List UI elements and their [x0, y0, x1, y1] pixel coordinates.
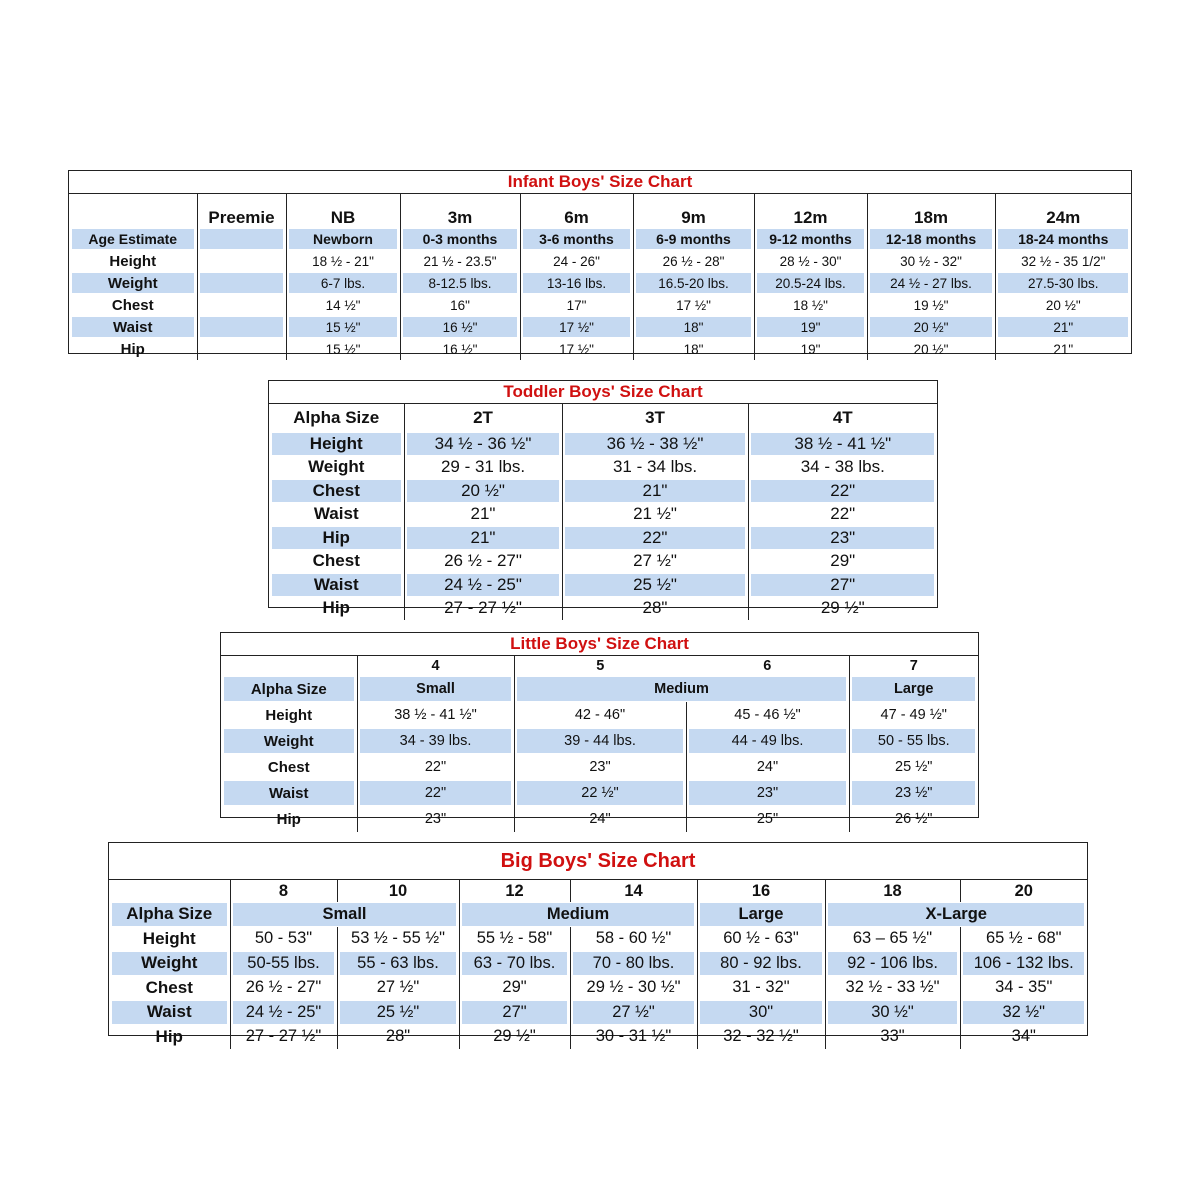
table-row: [109, 1025, 1087, 1050]
table-cell: 21": [404, 526, 562, 550]
row-label: Waist: [109, 1000, 230, 1025]
table-cell: 32 ½ - 33 ½": [825, 976, 960, 1001]
table-cell: [197, 272, 286, 294]
table-row: [221, 702, 978, 728]
infant-size-header: 18m: [867, 194, 995, 228]
table-cell: 30 - 31 ½": [570, 1025, 697, 1050]
table-cell: 26 ½": [849, 806, 978, 832]
table-cell: 24 - 26": [520, 250, 633, 272]
infant-size-table: [69, 194, 1131, 360]
alpha-size-label: Alpha Size: [221, 676, 357, 702]
table-cell: 28 ½ - 30": [754, 250, 867, 272]
infant-size-header: 3m: [400, 194, 520, 228]
row-label: Hip: [269, 526, 404, 550]
table-cell: 12-18 months: [867, 228, 995, 250]
little-size-header: 5: [514, 656, 686, 676]
table-cell: [197, 316, 286, 338]
table-cell: 55 ½ - 58": [459, 927, 570, 952]
table-cell: 50 - 55 lbs.: [849, 728, 978, 754]
infant-size-header: 6m: [520, 194, 633, 228]
table-cell: 34 ½ - 36 ½": [404, 432, 562, 456]
table-cell: 25 ½": [337, 1000, 459, 1025]
table-cell: 22 ½": [514, 780, 686, 806]
table-cell: 29": [748, 550, 937, 574]
row-label: Hip: [120, 340, 145, 358]
table-cell: 22": [357, 780, 514, 806]
table-cell: 21": [995, 338, 1131, 360]
table-cell: 24 ½ - 27 lbs.: [867, 272, 995, 294]
table-cell: 17 ½": [520, 316, 633, 338]
table-cell: 9-12 months: [754, 228, 867, 250]
table-cell: 30 ½": [825, 1000, 960, 1025]
table-cell: 22": [357, 754, 514, 780]
table-cell: 30 ½ - 32": [867, 250, 995, 272]
table-row: [269, 479, 937, 503]
row-label: Weight: [69, 272, 197, 294]
big-size-table: [109, 880, 1087, 1049]
table-cell: 63 – 65 ½": [825, 927, 960, 952]
big-size-header: 16: [697, 880, 825, 902]
big-size-header: 14: [570, 880, 697, 902]
table-cell: 58 - 60 ½": [570, 927, 697, 952]
table-row: [269, 597, 937, 621]
table-cell: 20 ½": [867, 316, 995, 338]
big-alpha-row: [109, 902, 1087, 927]
table-row: [269, 573, 937, 597]
table-cell: 20 ½": [404, 479, 562, 503]
table-cell: 42 - 46": [514, 702, 686, 728]
table-cell: 27": [748, 573, 937, 597]
infant-size-header: 12m: [754, 194, 867, 228]
infant-size-header: Preemie: [197, 194, 286, 228]
row-label: Weight: [221, 728, 357, 754]
table-cell: 45 - 46 ½": [686, 702, 849, 728]
table-row: [109, 927, 1087, 952]
table-cell: 29 ½": [459, 1025, 570, 1050]
row-label: Chest: [312, 551, 360, 571]
row-label: Chest: [145, 977, 193, 997]
table-cell: 44 - 49 lbs.: [686, 728, 849, 754]
table-cell: 27 ½": [337, 976, 459, 1001]
table-cell: 92 - 106 lbs.: [825, 951, 960, 976]
infant-corner-cell: [69, 194, 197, 228]
toddler-size-header: 2T: [404, 404, 562, 432]
table-cell: 18": [633, 338, 754, 360]
table-cell: 21": [404, 503, 562, 527]
table-cell: 22": [748, 479, 937, 503]
alpha-size-medium: Medium: [459, 902, 697, 927]
big-size-chart: [108, 842, 1088, 1046]
table-cell: 16 ½": [400, 316, 520, 338]
table-cell: 38 ½ - 41 ½": [357, 702, 514, 728]
infant-size-header: 9m: [633, 194, 754, 228]
little-size-header: 6: [763, 658, 772, 674]
little-size-table: [221, 656, 978, 832]
infant-size-chart: [68, 170, 1132, 358]
little-size-header-row: [221, 656, 978, 676]
table-cell: 63 - 70 lbs.: [459, 951, 570, 976]
table-cell: 70 - 80 lbs.: [570, 951, 697, 976]
table-cell: 29": [459, 976, 570, 1001]
table-cell: 34": [960, 1025, 1087, 1050]
row-label: Waist: [221, 780, 357, 806]
table-cell: Newborn: [286, 228, 400, 250]
table-cell: 65 ½ - 68": [960, 927, 1087, 952]
toddler-size-header: 3T: [562, 404, 748, 432]
row-label: Weight: [109, 951, 230, 976]
table-cell: 26 ½ - 28": [633, 250, 754, 272]
row-label: Height: [142, 928, 196, 948]
table-cell: 21": [562, 479, 748, 503]
table-row: [221, 780, 978, 806]
table-cell: 26 ½ - 27": [230, 976, 337, 1001]
big-size-header: 10: [337, 880, 459, 902]
table-cell: 21 ½ - 23.5": [400, 250, 520, 272]
big-size-header: 20: [960, 880, 1087, 902]
table-cell: 36 ½ - 38 ½": [562, 432, 748, 456]
table-cell: 26 ½ - 27": [404, 550, 562, 574]
table-cell: 32 ½": [960, 1000, 1087, 1025]
table-cell: 27 ½": [570, 1000, 697, 1025]
table-row: [69, 316, 1131, 338]
alpha-size-large: Large: [697, 902, 825, 927]
table-cell: 29 ½": [748, 597, 937, 621]
table-cell: [197, 338, 286, 360]
row-label: Height: [265, 706, 313, 724]
table-cell: 31 - 34 lbs.: [562, 456, 748, 480]
row-label: Waist: [269, 573, 404, 597]
table-cell: 18": [633, 316, 754, 338]
table-cell: 24": [514, 806, 686, 832]
table-cell: 23": [686, 780, 849, 806]
row-label: Height: [109, 252, 157, 270]
table-cell: 17 ½": [520, 338, 633, 360]
table-row: [269, 456, 937, 480]
table-cell: 23": [748, 526, 937, 550]
alpha-size-small: Small: [357, 676, 514, 702]
table-cell: 25": [686, 806, 849, 832]
alpha-size-x-large: X-Large: [825, 902, 1087, 927]
table-row: [69, 228, 1131, 250]
little-size-chart: [220, 632, 979, 828]
big-size-header-row: [109, 880, 1087, 902]
table-cell: 3-6 months: [520, 228, 633, 250]
infant-size-header: 24m: [995, 194, 1131, 228]
row-label: Chest: [111, 296, 154, 314]
table-cell: 24": [686, 754, 849, 780]
table-cell: 16 ½": [400, 338, 520, 360]
table-cell: 50-55 lbs.: [230, 951, 337, 976]
table-row: [221, 728, 978, 754]
table-cell: 25 ½": [562, 573, 748, 597]
table-cell: 27 - 27 ½": [230, 1025, 337, 1050]
alpha-size-label: Alpha Size: [293, 408, 380, 427]
table-cell: 24 ½ - 25": [230, 1000, 337, 1025]
table-cell: 19": [754, 316, 867, 338]
table-cell: 17": [520, 294, 633, 316]
row-label: Height: [269, 432, 404, 456]
table-cell: 19": [754, 338, 867, 360]
table-cell: 18-24 months: [995, 228, 1131, 250]
row-label: Chest: [267, 758, 310, 776]
table-cell: 28": [337, 1025, 459, 1050]
toddler-chart-title: Toddler Boys' Size Chart: [269, 381, 937, 404]
table-cell: 6-7 lbs.: [286, 272, 400, 294]
table-row: [269, 432, 937, 456]
table-cell: 50 - 53": [230, 927, 337, 952]
table-cell: 21": [995, 316, 1131, 338]
table-cell: 18 ½": [754, 294, 867, 316]
table-cell: 20.5-24 lbs.: [754, 272, 867, 294]
table-cell: 22": [562, 526, 748, 550]
table-row: [221, 806, 978, 832]
table-cell: 20 ½": [995, 294, 1131, 316]
alpha-size-large: Large: [849, 676, 978, 702]
table-cell: 6-9 months: [633, 228, 754, 250]
table-row: [269, 526, 937, 550]
table-cell: 15 ½": [286, 338, 400, 360]
table-cell: 34 - 35": [960, 976, 1087, 1001]
table-cell: 55 - 63 lbs.: [337, 951, 459, 976]
table-row: [69, 294, 1131, 316]
alpha-size-small: Small: [230, 902, 459, 927]
table-row: [69, 272, 1131, 294]
table-cell: 32 ½ - 35 1/2": [995, 250, 1131, 272]
table-cell: 8-12.5 lbs.: [400, 272, 520, 294]
table-cell: 17 ½": [633, 294, 754, 316]
table-cell: 25 ½": [849, 754, 978, 780]
alpha-size-label: Alpha Size: [109, 902, 230, 927]
toddler-size-chart: [268, 380, 938, 618]
table-cell: [197, 294, 286, 316]
big-size-header: 8: [230, 880, 337, 902]
table-cell: 38 ½ - 41 ½": [748, 432, 937, 456]
table-cell: 60 ½ - 63": [697, 927, 825, 952]
table-cell: 22": [748, 503, 937, 527]
row-label: Weight: [308, 457, 365, 477]
row-label: Hip: [276, 810, 301, 828]
little-chart-title: Little Boys' Size Chart: [221, 633, 978, 656]
table-cell: 19 ½": [867, 294, 995, 316]
infant-chart-title: Infant Boys' Size Chart: [69, 171, 1131, 194]
table-cell: 27": [459, 1000, 570, 1025]
table-cell: [197, 228, 286, 250]
table-cell: 14 ½": [286, 294, 400, 316]
table-cell: 16": [400, 294, 520, 316]
big-corner-cell: [109, 880, 230, 902]
table-cell: 30": [697, 1000, 825, 1025]
table-cell: 23": [514, 754, 686, 780]
alpha-size-medium: Medium: [514, 676, 849, 702]
toddler-size-header-row: [269, 404, 937, 432]
big-size-header: 18: [825, 880, 960, 902]
row-label: Age Estimate: [69, 228, 197, 250]
table-cell: [197, 250, 286, 272]
toddler-size-table: [269, 404, 937, 620]
row-label: Hip: [155, 1026, 183, 1046]
table-row: [69, 338, 1131, 360]
table-row: [109, 1000, 1087, 1025]
table-cell: 32 - 32 ½": [697, 1025, 825, 1050]
table-row: [221, 754, 978, 780]
row-label: Hip: [322, 598, 350, 618]
little-corner-cell: [221, 656, 357, 676]
table-cell: 20 ½": [867, 338, 995, 360]
table-cell: 34 - 39 lbs.: [357, 728, 514, 754]
table-cell: 31 - 32": [697, 976, 825, 1001]
table-cell: 29 - 31 lbs.: [404, 456, 562, 480]
table-cell: 33": [825, 1025, 960, 1050]
little-size-header: 4: [357, 656, 514, 676]
infant-size-header: NB: [286, 194, 400, 228]
table-row: [269, 550, 937, 574]
big-size-header: 12: [459, 880, 570, 902]
table-cell: 18 ½ - 21": [286, 250, 400, 272]
table-cell: 13-16 lbs.: [520, 272, 633, 294]
toddler-size-header: 4T: [748, 404, 937, 432]
infant-size-header-row: [69, 194, 1131, 228]
table-row: [69, 250, 1131, 272]
table-cell: 29 ½ - 30 ½": [570, 976, 697, 1001]
little-alpha-row: [221, 676, 978, 702]
table-cell: 24 ½ - 25": [404, 573, 562, 597]
table-cell: 27.5-30 lbs.: [995, 272, 1131, 294]
row-label: Chest: [269, 479, 404, 503]
big-chart-title: Big Boys' Size Chart: [109, 843, 1087, 880]
table-cell: 16.5-20 lbs.: [633, 272, 754, 294]
table-cell: 34 - 38 lbs.: [748, 456, 937, 480]
table-cell: 15 ½": [286, 316, 400, 338]
table-cell: 39 - 44 lbs.: [514, 728, 686, 754]
table-row: [109, 976, 1087, 1001]
table-cell: 23": [357, 806, 514, 832]
table-cell: 0-3 months: [400, 228, 520, 250]
table-cell: 28": [562, 597, 748, 621]
row-label: Waist: [313, 504, 359, 524]
table-cell: 106 - 132 lbs.: [960, 951, 1087, 976]
table-cell: 47 - 49 ½": [849, 702, 978, 728]
table-cell: 23 ½": [849, 780, 978, 806]
table-row: [109, 951, 1087, 976]
row-label: Waist: [69, 316, 197, 338]
table-cell: 80 - 92 lbs.: [697, 951, 825, 976]
table-cell: 27 - 27 ½": [404, 597, 562, 621]
table-cell: 21 ½": [562, 503, 748, 527]
table-cell: 53 ½ - 55 ½": [337, 927, 459, 952]
little-size-header: 7: [849, 656, 978, 676]
table-row: [269, 503, 937, 527]
table-cell: 27 ½": [562, 550, 748, 574]
